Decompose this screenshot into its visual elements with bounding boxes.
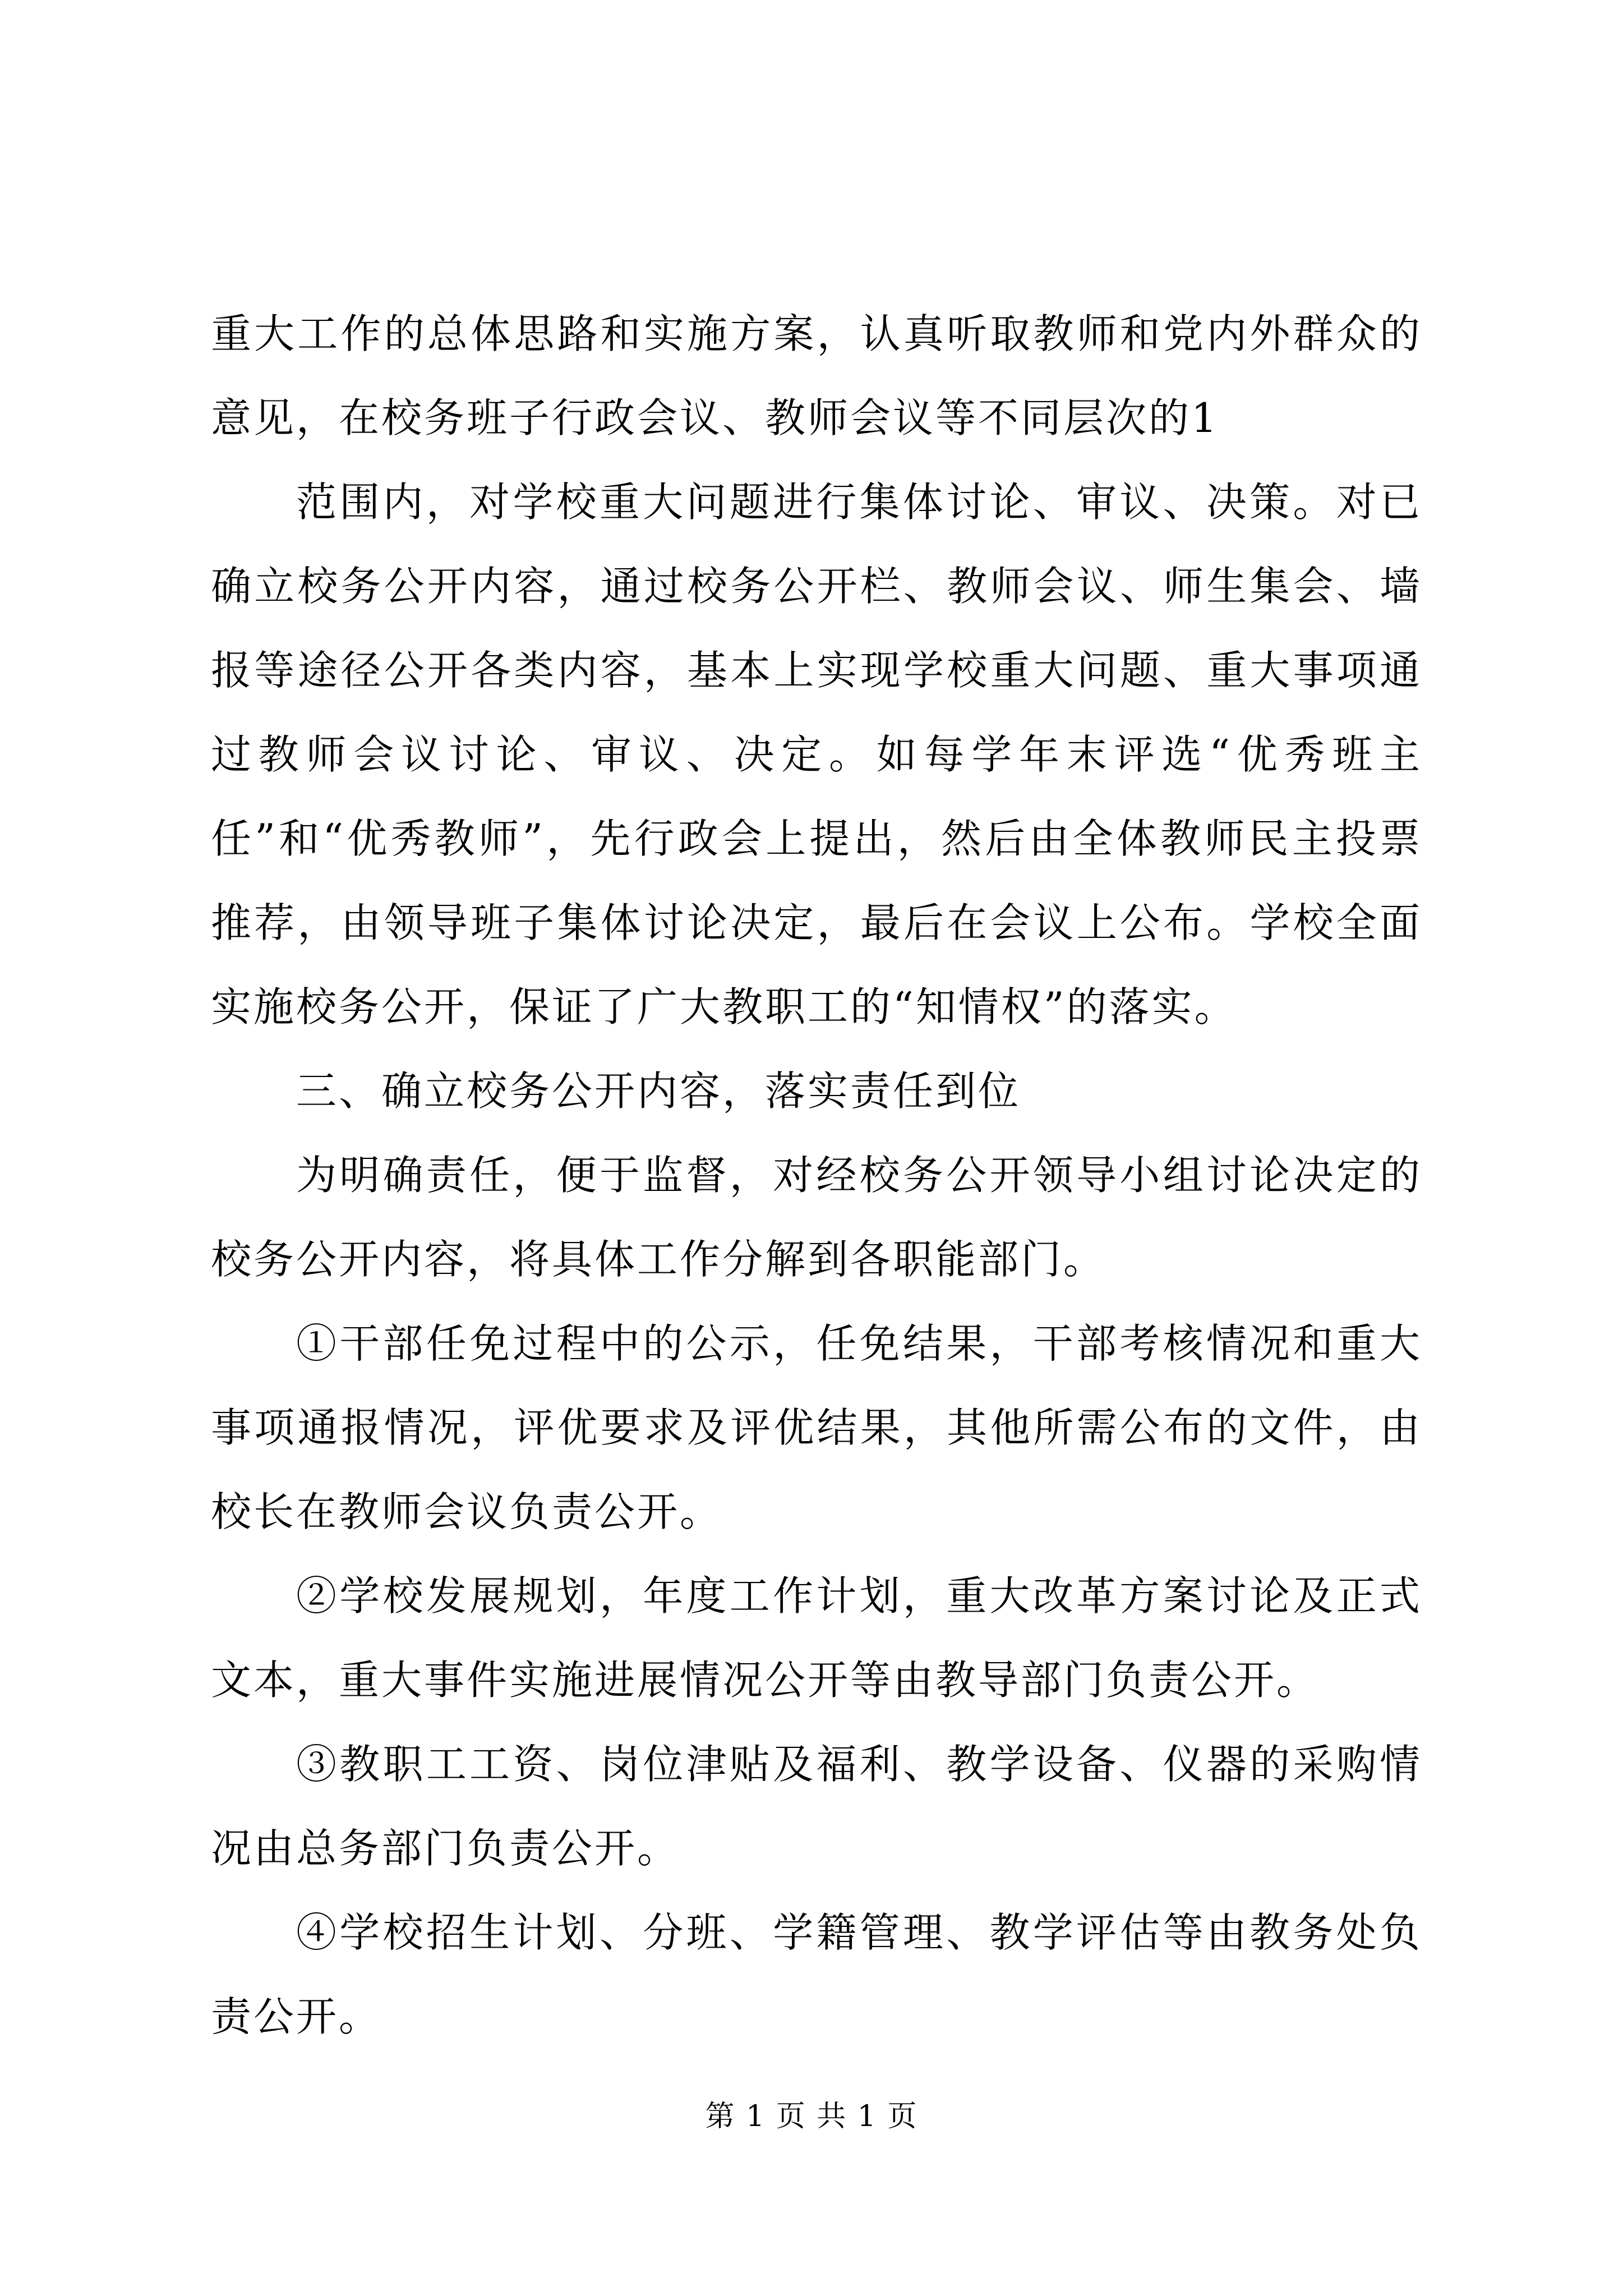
document-body [211,292,1422,2059]
paragraph-responsibility: 为明确责任，便于监督，对经校务公开领导小组讨论决定的校务公开内容，将具体工作分解到各职能部门。 [211,1152,1422,1283]
paragraph-decision-process: 范围内，对学校重大问题进行集体讨论、审议、决策。对已确立校务公开内容，通过校务公开栏、教师会议、师生集会、墙报等途径公开各类内容，基本上实现学校重大问题、重大事项通过教师会议讨论、审议、决定。如每学年末评选“优秀班主任”和“优秀教师”，先行政会上提出，然后由全体教师民主投票推荐，由领导班子集体讨论决定，最后在会议上公布。学校全面实施校务公开，保证了广大教职工的“知情权”的落实。 [211,478,1422,1030]
paragraph-continued: 重大工作的总体思路和实施方案，认真听取教师和党内外群众的意见，在校务班子行政会议、教师会议等不同层次的1 [211,310,1422,441]
list-item-3: ③教职工工资、岗位津贴及福利、教学设备、仪器的采购情况由总务部门负责公开。 [211,1741,1422,1872]
list-item-4: ④学校招生计划、分班、学籍管理、教学评估等由教务处负责公开。 [211,1909,1422,2040]
page-number-footer: 第 1 页 共 1 页 [705,2100,918,2133]
list-item-1: ①干部任免过程中的公示，任免结果，干部考核情况和重大事项通报情况，评优要求及评优结果，其他所需公布的文件，由校长在教师会议负责公开。 [211,1320,1422,1535]
section-heading: 三、确立校务公开内容，落实责任到位 [296,1068,1021,1115]
list-item-2: ②学校发展规划，年度工作计划，重大改革方案讨论及正式文本，重大事件实施进展情况公开等由教导部门负责公开。 [211,1572,1422,1704]
